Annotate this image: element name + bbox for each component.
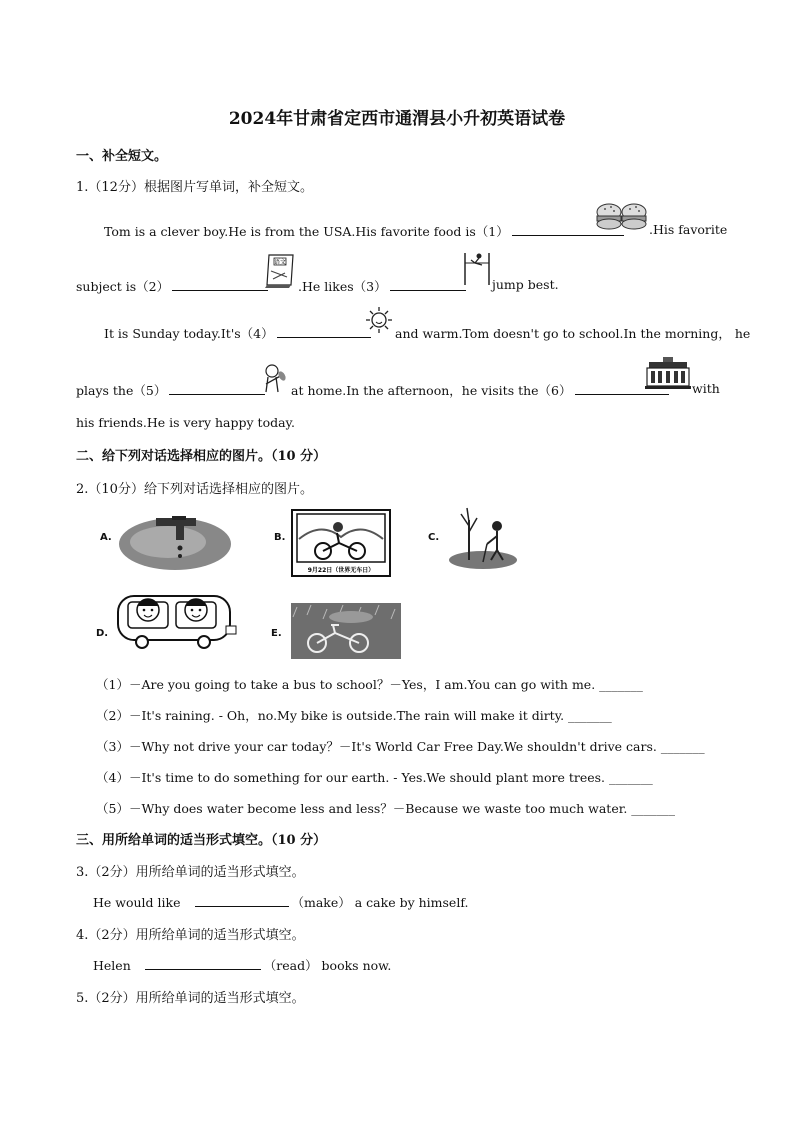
page-title: 2024年甘肃省定西市通渭县小升初英语试卷 <box>228 109 566 129</box>
passage-text: It is Sunday today.It's（4） <box>104 326 274 341</box>
passage-line-2b <box>298 277 469 295</box>
passage-text: his friends.He is very happy today. <box>76 415 295 430</box>
book-label: 语文 <box>273 259 287 266</box>
passage-line-4b <box>291 381 672 399</box>
passage-text: .He likes（3） <box>298 279 387 294</box>
section1-heading: 一、补全短文。 <box>76 149 168 164</box>
option-label-a: A. <box>100 532 112 543</box>
option-label-e: E. <box>271 628 282 639</box>
section2-heading: 二、给下列对话选择相应的图片。（10 分） <box>76 449 327 464</box>
answer-blank-q4[interactable] <box>145 956 261 970</box>
sentence-text: （read） books now. <box>263 958 392 973</box>
sentence-text: Helen <box>93 958 131 973</box>
dialog-4: （4）－It's time to do something for our earth. - Yes.We should plant more trees. _______ <box>96 770 653 785</box>
passage-text: and warm.Tom doesn't go to school.In the morning， he <box>395 326 751 341</box>
museum-building-icon <box>645 356 691 390</box>
question-4-sentence <box>93 956 391 974</box>
poster-caption: 9月22日（世界无车日） <box>307 567 375 574</box>
sentence-text: He would like <box>93 895 181 910</box>
question-4-prompt: 4.（2分）用所给单词的适当形式填空。 <box>76 928 305 943</box>
tree-planting-image <box>447 504 521 570</box>
passage-text: jump best. <box>492 277 559 292</box>
answer-blank-5[interactable] <box>169 381 265 395</box>
option-label-d: D. <box>96 628 109 639</box>
passage-text: with <box>692 381 720 396</box>
dialog-3: （3）－Why not drive your car today？－It's World Car Free Day.We shouldn't drive cars. _______ <box>96 739 705 754</box>
passage-text: at home.In the afternoon，he visits the（6） <box>291 383 572 398</box>
dripping-tap-image <box>118 512 232 572</box>
option-label-c: C. <box>428 532 440 543</box>
option-label-b: B. <box>274 532 286 543</box>
question-3-prompt: 3.（2分）用所给单词的适当形式填空。 <box>76 865 305 880</box>
chinese-book-icon <box>263 253 297 289</box>
passage-line-3 <box>104 324 374 342</box>
question-3-sentence <box>93 893 468 911</box>
passage-text: Tom is a clever boy.He is from the USA.His favorite food is（1） <box>104 224 509 239</box>
answer-blank-3[interactable] <box>390 277 466 291</box>
question-5-prompt: 5.（2分）用所给单词的适当形式填空。 <box>76 991 305 1006</box>
answer-blank-q3[interactable] <box>195 893 289 907</box>
passage-line-1 <box>104 222 627 240</box>
sentence-text: （make） a cake by himself. <box>291 895 469 910</box>
violin-player-icon <box>258 362 292 396</box>
bike-in-rain-image <box>291 603 401 659</box>
passage-text: plays the（5） <box>76 383 167 398</box>
dialog-5: （5）－Why does water become less and less？－Because we waste too much water. _______ <box>96 801 676 816</box>
section3-heading: 三、用所给单词的适当形式填空。（10 分） <box>76 833 327 848</box>
passage-line-4 <box>76 381 268 399</box>
kids-on-bus-image <box>114 586 238 650</box>
high-jump-icon <box>462 251 492 285</box>
passage-line-2 <box>76 277 271 295</box>
dialog-2: （2）－It's raining. - Oh，no.My bike is outside.The rain will make it dirty. _______ <box>96 708 612 723</box>
hamburgers-icon <box>596 202 648 232</box>
answer-blank-2[interactable] <box>172 277 268 291</box>
question-2-prompt: 2.（10分）给下列对话选择相应的图片。 <box>76 482 313 497</box>
passage-text: subject is（2） <box>76 279 170 294</box>
passage-text: .His favorite <box>649 222 728 237</box>
sun-icon <box>365 306 393 334</box>
car-free-day-poster-image <box>291 509 391 577</box>
dialog-1: （1）－Are you going to take a bus to school？－Yes，I am.You can go with me. _______ <box>96 677 643 692</box>
question-1-prompt: 1.（12分）根据图片写单词，补全短文。 <box>76 180 313 195</box>
answer-blank-4[interactable] <box>277 324 371 338</box>
